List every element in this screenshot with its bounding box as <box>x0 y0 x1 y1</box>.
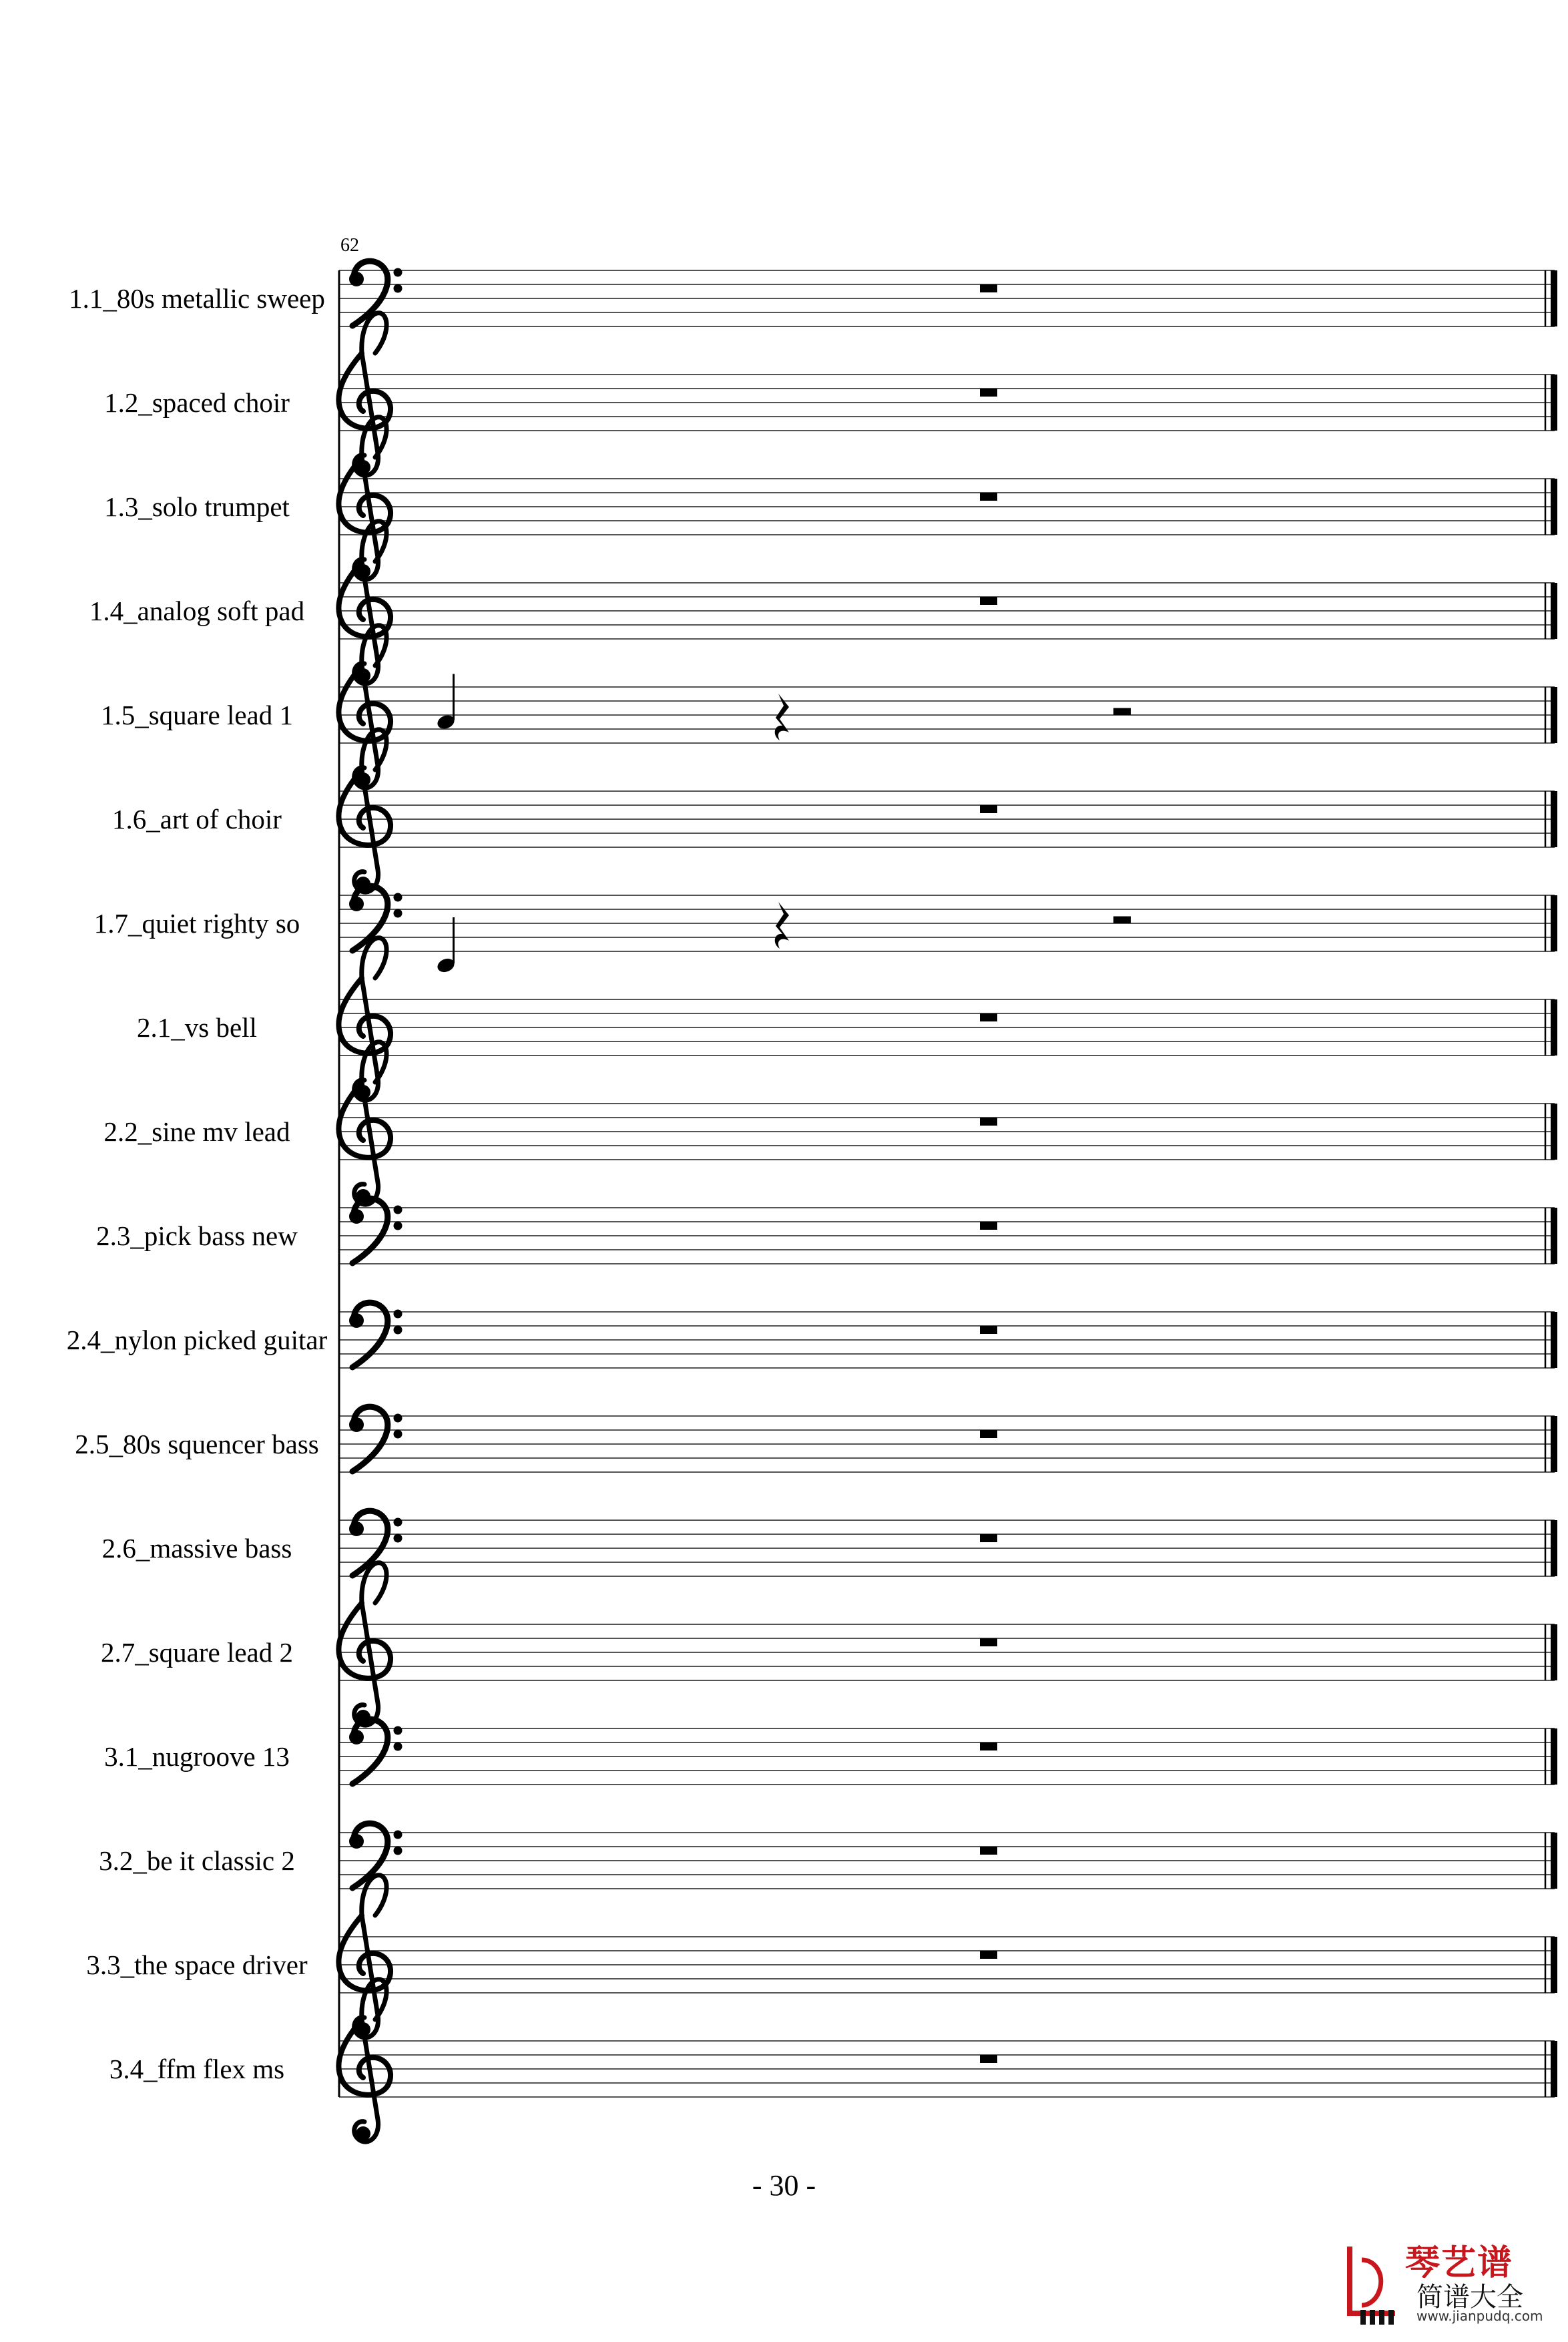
staff-6 <box>338 730 1557 892</box>
staff-5 <box>338 626 1557 788</box>
whole-rest <box>980 1638 997 1646</box>
staff-11 <box>339 1303 1557 1368</box>
instrument-label: 1.2_spaced choir <box>104 387 290 418</box>
measure-number: 62 <box>340 235 359 256</box>
final-barline <box>1551 791 1557 847</box>
staff-8 <box>338 938 1557 1100</box>
staff-15 <box>339 1719 1557 1785</box>
final-barline <box>1551 1208 1557 1264</box>
instrument-label: 1.4_analog soft pad <box>89 596 305 626</box>
final-barline <box>1551 895 1557 951</box>
final-barline <box>1551 2041 1557 2097</box>
instrument-label: 1.1_80s metallic sweep <box>69 283 325 314</box>
whole-rest <box>980 1326 997 1334</box>
staff-10 <box>339 1198 1557 1264</box>
instrument-label: 2.2_sine mv lead <box>103 1116 290 1147</box>
final-barline <box>1551 1937 1557 1993</box>
whole-rest <box>980 1118 997 1126</box>
staff-3 <box>338 417 1557 579</box>
half-rest <box>1113 917 1131 924</box>
whole-rest <box>980 284 997 292</box>
whole-rest <box>980 1430 997 1438</box>
final-barline <box>1551 270 1557 326</box>
whole-rest <box>980 1534 997 1542</box>
whole-rest <box>980 805 997 813</box>
final-barline <box>1551 1624 1557 1680</box>
final-barline <box>1551 1312 1557 1368</box>
whole-rest <box>980 597 997 605</box>
whole-rest <box>980 493 997 501</box>
whole-rest <box>980 1013 997 1021</box>
instrument-label: 3.4_ffm flex ms <box>109 2054 285 2084</box>
final-barline <box>1551 1728 1557 1785</box>
watermark-brand: 琴艺谱 <box>1405 2243 1514 2283</box>
watermark-logo <box>1342 2233 1555 2327</box>
whole-rest <box>980 1742 997 1750</box>
whole-rest <box>980 1222 997 1230</box>
staff-18 <box>338 1979 1557 2142</box>
page-number: - 30 - <box>752 2169 816 2202</box>
instrument-label: 3.3_the space driver <box>86 1949 308 1980</box>
instrument-label: 1.5_square lead 1 <box>100 700 294 730</box>
staff-16 <box>339 1823 1557 1889</box>
watermark-url: www.jianpudq.com <box>1416 2308 1543 2324</box>
staff-17 <box>338 1875 1557 2038</box>
instrument-label: 2.5_80s squencer bass <box>75 1429 319 1459</box>
final-barline <box>1551 1520 1557 1576</box>
final-barline <box>1551 999 1557 1056</box>
watermark-subtitle: 简谱大全 <box>1416 2282 1523 2313</box>
instrument-label: 2.6_massive bass <box>101 1533 292 1564</box>
instrument-label: 1.7_quiet righty so <box>93 908 300 939</box>
whole-rest <box>980 1847 997 1855</box>
staff-4 <box>338 521 1557 684</box>
instrument-label: 3.2_be it classic 2 <box>99 1845 295 1876</box>
final-barline <box>1551 479 1557 535</box>
final-barline <box>1551 1104 1557 1160</box>
staff-9 <box>338 1042 1557 1204</box>
half-rest <box>1113 708 1131 716</box>
instrument-label: 2.7_square lead 2 <box>100 1637 294 1668</box>
watermark-piano-icon <box>1342 2233 1405 2327</box>
instrument-label: 2.4_nylon picked guitar <box>66 1325 328 1355</box>
staff-2 <box>338 313 1557 475</box>
final-barline <box>1551 583 1557 639</box>
staff-14 <box>338 1563 1557 1725</box>
final-barline <box>1551 1416 1557 1472</box>
final-barline <box>1551 687 1557 743</box>
staff-1 <box>339 261 1557 326</box>
final-barline <box>1551 1833 1557 1889</box>
whole-rest <box>980 1951 997 1959</box>
instrument-label: 2.3_pick bass new <box>96 1220 298 1251</box>
instrument-label: 1.6_art of choir <box>112 804 282 835</box>
instrument-label: 1.3_solo trumpet <box>104 491 290 522</box>
instrument-label: 3.1_nugroove 13 <box>104 1741 290 1772</box>
whole-rest <box>980 2055 997 2063</box>
staff-12 <box>339 1407 1557 1472</box>
whole-rest <box>980 389 997 397</box>
instrument-label: 2.1_vs bell <box>137 1012 257 1043</box>
final-barline <box>1551 375 1557 431</box>
staff-13 <box>339 1511 1557 1576</box>
staff-7 <box>339 886 1557 975</box>
